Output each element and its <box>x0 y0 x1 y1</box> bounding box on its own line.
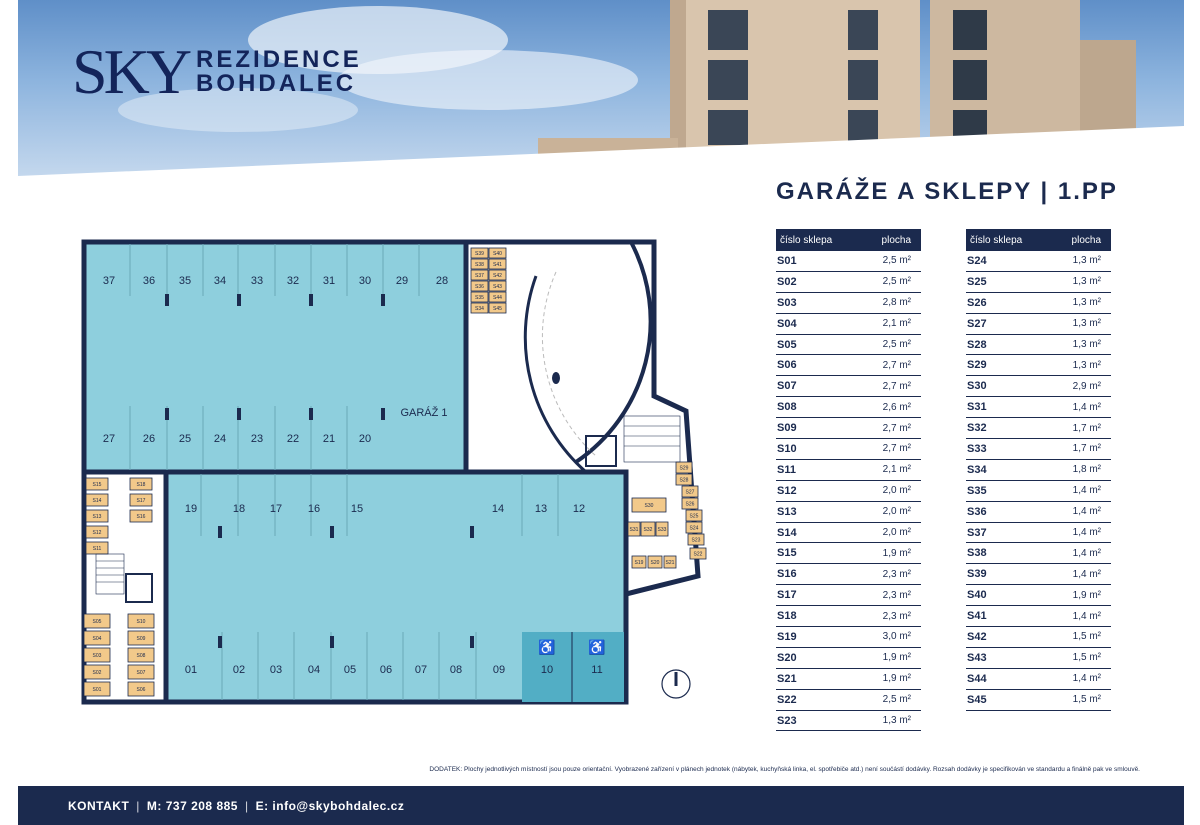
table-row <box>776 376 921 397</box>
cellar-label: S27 <box>685 489 695 496</box>
cellar-id: S04 <box>777 317 797 330</box>
cellar-id: S26 <box>967 296 987 309</box>
cellar-table-right <box>966 229 1111 711</box>
cellar-label: S11 <box>92 546 102 552</box>
cellar-area: 2,5 m² <box>882 694 911 706</box>
cellar-id: S44 <box>967 672 987 685</box>
parking-space-label: 18 <box>232 503 246 515</box>
cellar-id: S20 <box>777 651 797 664</box>
parking-space-label: 05 <box>343 664 357 676</box>
parking-space-label: 11 <box>591 664 603 676</box>
table-row <box>966 251 1111 272</box>
parking-space-label: 17 <box>269 503 283 515</box>
cellar-area: 1,3 m² <box>1072 255 1101 267</box>
table-row <box>776 711 921 732</box>
cellar-id: S10 <box>777 442 797 455</box>
logo-sky: SKY <box>72 36 189 107</box>
cellar-area: 2,6 m² <box>882 401 911 413</box>
cellar-label: S08 <box>136 653 146 659</box>
cellar-id: S16 <box>777 568 797 581</box>
cellar-area: 2,5 m² <box>882 339 911 350</box>
table-row <box>966 293 1111 314</box>
table-row <box>776 627 921 648</box>
cellar-label: S18 <box>136 482 146 488</box>
cellar-area: 1,5 m² <box>1072 694 1101 706</box>
cellar-label: S09 <box>136 636 146 642</box>
parking-space-label: 28 <box>435 275 449 287</box>
parking-space-label: 26 <box>142 433 156 445</box>
cellar-area: 1,3 m² <box>1072 339 1101 350</box>
cellar-id: S41 <box>967 610 987 623</box>
cellar-label: S13 <box>92 514 102 520</box>
cellar-area: 1,9 m² <box>882 673 911 685</box>
table-row <box>776 355 921 376</box>
parking-space-label: 06 <box>379 664 393 676</box>
cellar-table-left <box>776 229 921 731</box>
cellar-area: 3,0 m² <box>882 631 911 643</box>
table-row <box>966 502 1111 523</box>
table-row <box>966 314 1111 335</box>
cellar-id: S11 <box>777 463 796 476</box>
cellar-area: 1,7 m² <box>1072 443 1101 455</box>
parking-space-label: 36 <box>142 275 156 287</box>
cellar-area: 1,9 m² <box>882 547 911 559</box>
cellar-id: S09 <box>777 422 797 435</box>
cellar-area: 1,4 m² <box>1072 673 1101 685</box>
cellar-label: S22 <box>693 551 703 558</box>
table-row <box>776 272 921 293</box>
cellar-area: 1,5 m² <box>1072 652 1101 664</box>
cellar-area: 1,9 m² <box>1072 589 1101 601</box>
table-row <box>776 335 921 356</box>
table-row <box>776 502 921 523</box>
table-row <box>776 293 921 314</box>
cellar-label: S33 <box>657 527 667 533</box>
cellar-id: S06 <box>777 359 797 372</box>
table-row <box>966 627 1111 648</box>
parking-space-label: 08 <box>449 664 463 676</box>
cellar-area: 2,8 m² <box>882 297 911 309</box>
cellar-id: S45 <box>967 693 987 706</box>
cellar-id: S33 <box>967 442 987 455</box>
table-header <box>966 229 1111 251</box>
cellar-label: S32 <box>643 527 653 533</box>
cellar-label: S38 <box>475 262 484 268</box>
cellar-label: S29 <box>679 465 689 472</box>
cellar-area: 1,3 m² <box>1072 276 1101 288</box>
table-row <box>776 439 921 460</box>
cellar-label: S02 <box>92 670 102 676</box>
cellar-area: 1,4 m² <box>1072 506 1101 518</box>
table-row <box>966 690 1111 711</box>
cellar-area: 2,5 m² <box>882 255 911 267</box>
table-row <box>776 523 921 544</box>
cellar-id: S27 <box>967 317 987 330</box>
cellar-id: S37 <box>967 526 987 539</box>
cellar-id: S08 <box>777 401 797 414</box>
table-row <box>776 481 921 502</box>
cellar-id: S36 <box>967 505 987 518</box>
cellar-id: S32 <box>967 422 987 435</box>
parking-space-label: 31 <box>322 275 336 287</box>
table-row <box>966 585 1111 606</box>
cellar-label: S34 <box>475 306 484 312</box>
header-col2: plocha <box>881 234 911 246</box>
cellar-label: S20 <box>650 560 660 566</box>
parking-space-label: 20 <box>358 433 372 445</box>
parking-space-label: 04 <box>307 664 321 676</box>
cellar-id: S21 <box>777 672 797 685</box>
cellar-id: S34 <box>967 463 987 476</box>
cellar-label: S43 <box>493 284 502 290</box>
parking-space-label: 24 <box>213 433 227 445</box>
footer-phone[interactable]: M: 737 208 885 <box>146 798 238 813</box>
table-row <box>776 314 921 335</box>
cellar-area: 2,7 m² <box>882 422 911 434</box>
cellar-label: S06 <box>136 687 146 693</box>
table-row <box>776 690 921 711</box>
parking-space-label: 01 <box>184 664 198 676</box>
cellar-label: S41 <box>493 262 502 268</box>
table-row <box>966 418 1111 439</box>
cellar-label: S16 <box>136 514 146 520</box>
cellar-label: S44 <box>493 295 502 301</box>
table-row <box>966 376 1111 397</box>
table-row <box>966 648 1111 669</box>
cellar-area: 1,4 m² <box>1072 485 1101 497</box>
wheelchair-icon: ♿ <box>538 639 556 655</box>
cellar-id: S25 <box>967 275 987 288</box>
cellar-id: S24 <box>967 254 987 267</box>
table-row <box>966 564 1111 585</box>
cellar-id: S17 <box>777 589 797 602</box>
table-row <box>966 460 1111 481</box>
cellar-area: 1,3 m² <box>1072 318 1101 330</box>
cellar-area: 2,3 m² <box>882 610 911 622</box>
cellar-label: S37 <box>475 273 484 279</box>
table-row <box>776 648 921 669</box>
parking-space-label: 27 <box>102 433 116 445</box>
cellar-label: S21 <box>665 560 675 566</box>
cellar-area: 1,4 m² <box>1072 527 1101 539</box>
table-row <box>966 272 1111 293</box>
cellar-id: S18 <box>777 610 797 623</box>
header-col1: číslo sklepa <box>780 234 833 246</box>
cellar-id: S40 <box>967 589 987 602</box>
parking-space-label: 37 <box>102 275 116 287</box>
cellar-id: S35 <box>967 484 987 497</box>
cellar-id: S12 <box>777 484 797 497</box>
cellar-id: S19 <box>777 630 797 643</box>
cellar-id: S02 <box>777 275 797 288</box>
cellar-label: S17 <box>136 498 146 504</box>
logo-line1: REZIDENCE <box>196 46 362 73</box>
cellar-id: S43 <box>967 651 987 664</box>
parking-space-label: 35 <box>178 275 192 287</box>
cellar-area: 2,7 m² <box>882 359 911 371</box>
cellar-label: S28 <box>679 477 689 484</box>
table-row <box>966 481 1111 502</box>
footer-kontakt: KONTAKT <box>68 798 130 813</box>
cellar-area: 1,4 m² <box>1072 568 1101 580</box>
cellar-area: 1,9 m² <box>882 652 911 664</box>
cellar-label: S05 <box>92 619 102 625</box>
table-row <box>776 585 921 606</box>
cellar-area: 2,0 m² <box>882 506 911 518</box>
cellar-area: 2,1 m² <box>882 464 911 476</box>
footer: KONTAKT | M: 737 208 885 | E: info@skybohdalec.cz <box>18 786 1184 825</box>
cellar-id: S38 <box>967 547 987 560</box>
parking-space-label: 10 <box>540 664 554 676</box>
cellar-label: S25 <box>689 513 699 520</box>
cellar-label: S36 <box>475 284 484 290</box>
cellar-label: S14 <box>92 498 102 504</box>
table-row <box>966 335 1111 356</box>
parking-space-label: 03 <box>269 664 283 676</box>
parking-space-label: 34 <box>213 275 227 287</box>
cellar-area: 2,5 m² <box>882 276 911 288</box>
cellar-id: S29 <box>967 359 987 372</box>
cellar-label: S07 <box>136 670 146 676</box>
cellar-id: S07 <box>777 380 797 393</box>
table-row <box>966 439 1111 460</box>
cellar-area: 2,7 m² <box>882 443 911 455</box>
cellar-id: S39 <box>967 568 987 581</box>
logo <box>72 36 362 107</box>
header-col2: plocha <box>1071 234 1101 246</box>
cellar-area: 1,7 m² <box>1072 422 1101 434</box>
table-row <box>966 669 1111 690</box>
table-row <box>776 251 921 272</box>
cellar-label: S40 <box>493 251 502 257</box>
parking-space-label: 07 <box>414 664 428 676</box>
floor-plan <box>76 236 756 711</box>
parking-space-label: 13 <box>534 503 548 515</box>
table-row <box>776 460 921 481</box>
cellar-area: 2,0 m² <box>882 527 911 539</box>
cellar-area: 2,7 m² <box>882 380 911 392</box>
parking-space-label: 25 <box>178 433 192 445</box>
cellar-id: S03 <box>777 296 797 309</box>
cellar-area: 1,4 m² <box>1072 610 1101 622</box>
cellar-area: 2,3 m² <box>882 568 911 580</box>
table-row <box>776 418 921 439</box>
disclaimer-note: DODATEK: Plochy jednotlivých místností jsou pouze orientační. Vyobrazené zařízení v plánech jednotek (nábytek, kuchyňská linka, el. spotřebiče atd.) není součástí dodávky. Rozsah dodávky je specifikován ve standardu a finálně pak ve smlouvě. <box>429 766 1140 773</box>
cellar-id: S15 <box>777 547 797 560</box>
parking-space-label: 32 <box>286 275 300 287</box>
cellar-id: S14 <box>777 526 797 539</box>
cellar-id: S31 <box>967 401 987 414</box>
cellar-area: 2,1 m² <box>882 318 911 330</box>
parking-space-label: 14 <box>491 503 505 515</box>
parking-space-label: 19 <box>184 503 198 515</box>
cellar-id: S30 <box>967 380 987 393</box>
cellar-id: S42 <box>967 630 987 643</box>
table-row <box>966 606 1111 627</box>
table-row <box>966 543 1111 564</box>
table-row <box>966 523 1111 544</box>
page-title: GARÁŽE A SKLEPY | 1.PP <box>776 178 1118 205</box>
header-col1: číslo sklepa <box>970 234 1023 246</box>
cellar-label: S30 <box>644 503 654 509</box>
cellar-label: S39 <box>475 251 484 257</box>
cellar-area: 2,3 m² <box>882 589 911 601</box>
cellar-label: S24 <box>689 525 699 532</box>
parking-space-label: 15 <box>350 503 364 515</box>
cellar-area: 1,3 m² <box>1072 297 1101 309</box>
cellar-label: S23 <box>691 537 701 544</box>
cellar-id: S05 <box>777 338 797 351</box>
cellar-label: S10 <box>136 619 146 625</box>
table-row <box>966 397 1111 418</box>
parking-space-label: 33 <box>250 275 264 287</box>
cellar-area: 1,3 m² <box>1072 359 1101 371</box>
cellar-id: S01 <box>777 254 797 267</box>
table-row <box>776 606 921 627</box>
cellar-area: 1,4 m² <box>1072 547 1101 559</box>
parking-space-label: 12 <box>572 503 586 515</box>
table-row <box>776 669 921 690</box>
parking-space-label: 21 <box>322 433 336 445</box>
cellar-label: S15 <box>92 482 102 488</box>
cellar-id: S22 <box>777 693 797 706</box>
header-banner <box>18 0 1184 180</box>
cellar-id: S13 <box>777 505 797 518</box>
cellar-label: S19 <box>634 560 644 566</box>
parking-space-label: 16 <box>307 503 321 515</box>
cellar-label: S45 <box>493 306 502 312</box>
parking-space-label: 29 <box>395 275 409 287</box>
logo-line2: BOHDALEC <box>196 70 357 97</box>
cellar-label: S01 <box>92 687 102 693</box>
table-row <box>966 355 1111 376</box>
cellar-id: S23 <box>777 714 797 727</box>
cellar-area: 1,4 m² <box>1072 401 1101 413</box>
cellar-label: S26 <box>685 501 695 508</box>
table-row <box>776 564 921 585</box>
wheelchair-icon: ♿ <box>588 639 606 655</box>
cellar-area: 1,3 m² <box>882 715 911 727</box>
cellar-label: S03 <box>92 653 102 659</box>
cellar-area: 1,5 m² <box>1072 631 1101 643</box>
parking-space-label: 02 <box>232 664 246 676</box>
cellar-label: S35 <box>475 295 484 301</box>
parking-space-label: 30 <box>358 275 372 287</box>
footer-email[interactable]: E: info@skybohdalec.cz <box>255 798 405 813</box>
cellar-area: 2,9 m² <box>1072 380 1101 392</box>
cellar-label: S04 <box>92 636 102 642</box>
cellar-label: S12 <box>92 530 102 536</box>
table-row <box>776 543 921 564</box>
table-row <box>776 397 921 418</box>
parking-space-label: 23 <box>250 433 264 445</box>
cellar-label: S42 <box>493 273 502 279</box>
garage-label: GARÁŽ 1 <box>400 407 448 419</box>
cellar-label: S31 <box>629 527 639 533</box>
cellar-id: S28 <box>967 338 987 351</box>
parking-space-label: 22 <box>286 433 300 445</box>
cellar-area: 2,0 m² <box>882 485 911 497</box>
table-header <box>776 229 921 251</box>
cellar-area: 1,8 m² <box>1072 464 1101 476</box>
parking-space-label: 09 <box>492 664 506 676</box>
